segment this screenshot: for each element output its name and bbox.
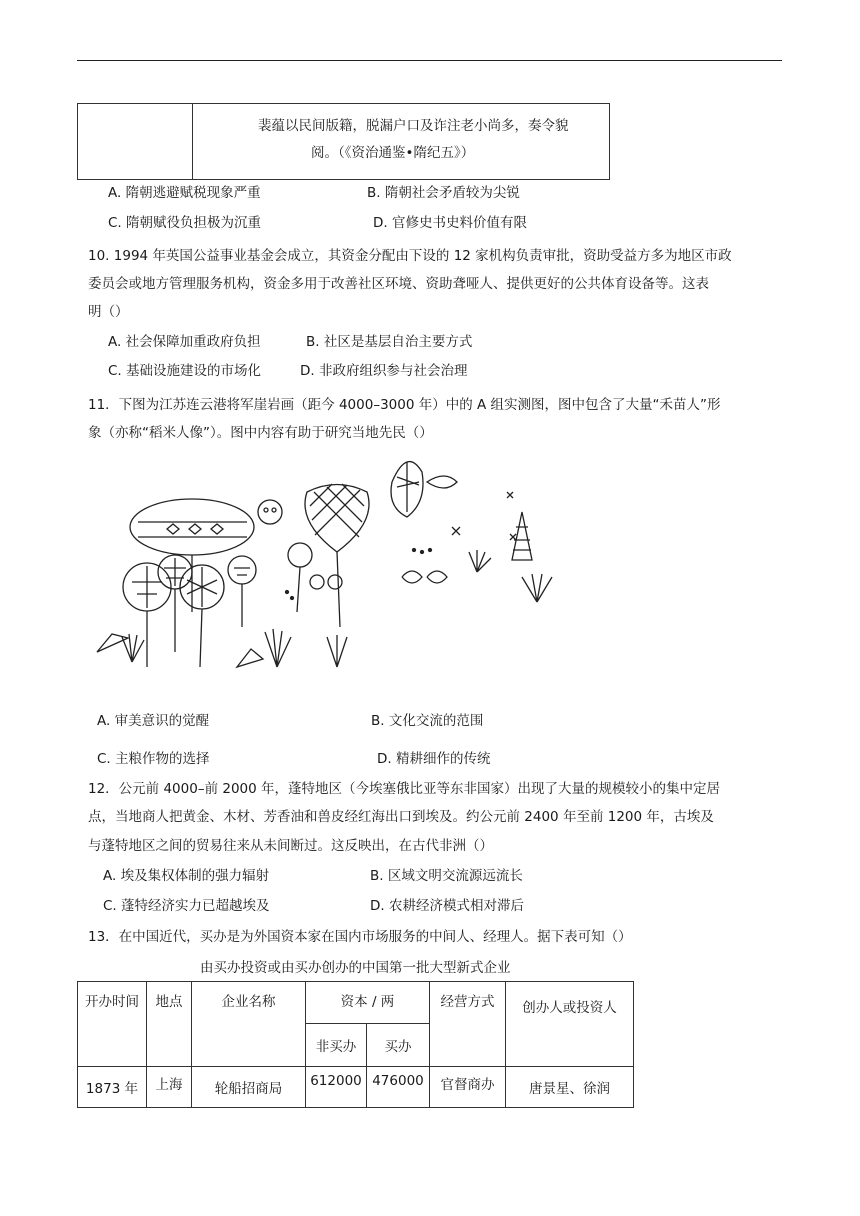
cell-comprador: 476000 (367, 1067, 430, 1108)
table-row (78, 1067, 634, 1108)
header-name: 企业名称 (192, 982, 306, 1067)
cell-place: 上海 (147, 1067, 192, 1108)
q11-stem-line-2: 象（亦称“稻米人像”）。图中内容有助于研究当地先民（） (88, 425, 433, 441)
q9-option-c: C. 隋朝赋役负担极为沉重 (108, 215, 262, 231)
quote-table (77, 103, 610, 180)
q9-option-a: A. 隋朝逃避赋税现象严重 (108, 185, 261, 201)
cell-time: 1873 年 (78, 1067, 147, 1108)
q13-table-caption: 由买办投资或由买办创办的中国第一批大型新式企业 (200, 960, 511, 976)
q12-option-d: D. 农耕经济模式相对滞后 (370, 898, 524, 914)
q11-option-a: A. 审美意识的觉醒 (97, 713, 210, 729)
q12-option-b: B. 区域文明交流源远流长 (370, 868, 523, 884)
q11-option-b: B. 文化交流的范围 (371, 713, 484, 729)
rock-painting-figure (92, 452, 572, 702)
q10-stem-line-3: 明（） (88, 304, 129, 320)
q11-option-c: C. 主粮作物的选择 (97, 751, 210, 767)
q13-stem-line-1: 13．在中国近代，买办是为外国资本家在国内市场服务的中间人、经理人。据下表可知（） (88, 929, 632, 945)
cell-name: 轮船招商局 (192, 1067, 306, 1108)
cell-mode: 官督商办 (430, 1067, 506, 1108)
q11-option-d: D. 精耕细作的传统 (377, 751, 491, 767)
q10-option-c: C. 基础设施建设的市场化 (108, 363, 262, 379)
quote-table-divider (192, 104, 193, 179)
q9-option-b: B. 隋朝社会矛盾较为尖锐 (367, 185, 520, 201)
header-capital: 资本 / 两 (306, 982, 430, 1024)
q12-option-c: C. 蓬特经济实力已超越埃及 (103, 898, 270, 914)
q10-option-d: D. 非政府组织参与社会治理 (300, 363, 468, 379)
q12-stem-line-3: 与蓬特地区之间的贸易往来从未间断过。这反映出，在古代非洲（） (88, 838, 493, 854)
header-rule (77, 60, 782, 61)
q10-option-b: B. 社区是基层自治主要方式 (306, 334, 473, 350)
q11-stem-line-1: 11．下图为江苏连云港将军崖岩画（距今 4000–3000 年）中的 A 组实测图，图中包含了大量“禾苗人”形 (88, 397, 721, 413)
header-comprador: 买办 (367, 1024, 430, 1067)
quote-line-2: 阅。（《资治通鉴•隋纪五》） (311, 145, 475, 161)
cell-founder: 唐景星、徐润 (506, 1067, 634, 1108)
q10-stem-line-2: 委员会或地方管理服务机构，资金多用于改善社区环境、资助聋哑人、提供更好的公共体育设备等。这表 (88, 276, 709, 292)
q12-option-a: A. 埃及集权体制的强力辐射 (103, 868, 270, 884)
quote-line-1: 裴蕴以民间版籍，脱漏户口及诈注老小尚多，奏令貌 (258, 118, 569, 134)
header-time: 开办时间 (78, 982, 147, 1067)
header-place: 地点 (147, 982, 192, 1067)
q12-stem-line-2: 点，当地商人把黄金、木材、芳香油和兽皮经红海出口到埃及。约公元前 2400 年至前 1200 年，古埃及 (88, 809, 714, 825)
q12-stem-line-1: 12．公元前 4000–前 2000 年，蓬特地区（今埃塞俄比亚等东非国家）出现了大量的规模较小的集中定居 (88, 781, 721, 797)
cell-non-comprador: 612000 (306, 1067, 367, 1108)
header-founder: 创办人或投资人 (506, 982, 634, 1067)
q10-stem-line-1: 10. 1994 年英国公益事业基金会成立，其资金分配由下设的 12 家机构负责审批，资助受益方多为地区市政 (88, 248, 732, 264)
enterprise-table (77, 981, 634, 1108)
q10-option-a: A. 社会保障加重政府负担 (108, 334, 261, 350)
q9-option-d: D. 官修史书史料价值有限 (373, 215, 527, 231)
header-non-comprador: 非买办 (306, 1024, 367, 1067)
header-mode: 经营方式 (430, 982, 506, 1067)
